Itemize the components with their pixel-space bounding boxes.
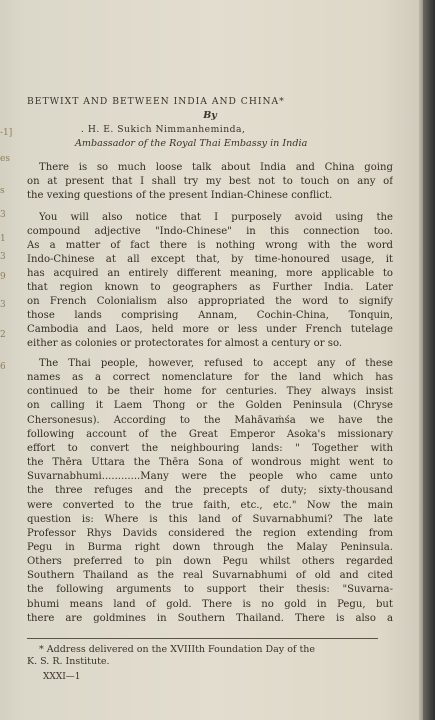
body-line: continued to be their home for centuries. They always insist	[27, 386, 393, 398]
body-line: the Thēra Uttara the Thēra Sona of wondrous might went to	[27, 457, 393, 469]
body-line: that region known to geographers as Further India. Later	[27, 282, 393, 293]
margin-mark: s	[0, 186, 5, 196]
footnote-line: K. S. R. Institute.	[27, 656, 110, 667]
article-title: BETWIXT AND BETWEEN INDIA AND CHINA*	[27, 96, 285, 107]
body-line: those lands comprising Annam, Cochin-China, Tonquin,	[27, 310, 393, 321]
margin-mark: -1]	[0, 128, 13, 138]
signature-mark: XXXI—1	[43, 672, 81, 682]
body-line: has acquired an entirely different meaning, more applicable to	[27, 268, 393, 279]
body-line: on calling it Laem Thong or the Golden Peninsula (Chryse	[27, 400, 393, 412]
body-line: Professor Rhys Davids considered the region extending from	[27, 527, 393, 539]
margin-mark: 2	[0, 330, 6, 340]
margin-mark: 1	[0, 234, 6, 244]
body-line: There is so much loose talk about India and China going	[39, 162, 393, 173]
body-line: on French Colonialism also appropriated the word to signify	[27, 296, 393, 307]
body-line: there are goldmines in Southern Thailand. There is also a	[27, 612, 393, 624]
body-line: The Thai people, however, refused to accept any of these	[39, 358, 393, 369]
body-line: Cambodia and Laos, held more or less under French tutelage	[27, 324, 393, 335]
body-line: either as colonies or protectorates for almost a century or so.	[27, 338, 343, 349]
body-line: effort to convert the neighbouring lands: " Together with	[27, 442, 393, 454]
footnote-rule	[27, 638, 378, 639]
body-line: Chersonesus). According to the Mahāvaṁśa we have the	[27, 414, 393, 426]
body-line: bhumi means land of gold. There is no gold in Pegu, but	[27, 598, 393, 610]
body-line: compound adjective "Indo-Chinese" in this connection too.	[27, 226, 393, 237]
body-line: Suvarnabhumi............Many were the people who came unto	[27, 471, 393, 483]
body-line: question is: Where is this land of Suvarnabhumi? The late	[27, 513, 393, 525]
body-line: names as a correct nomenclature for the land which has	[27, 372, 393, 384]
body-line: the vexing questions of the present Indian-Chinese conflict.	[27, 190, 333, 201]
footnote-line: * Address delivered on the XVIIIth Foundation Day of the	[39, 644, 316, 655]
author-title: Ambassador of the Royal Thai Embassy in India	[75, 138, 308, 149]
margin-mark: 3	[0, 210, 6, 220]
body-line: the following arguments to support their thesis: "Suvarna-	[27, 584, 393, 596]
body-line: You will also notice that I purposely avoid using the	[39, 212, 393, 223]
byline-by: By	[203, 110, 217, 121]
previous-page-margin-marks	[0, 0, 16, 720]
margin-mark: 3	[0, 300, 6, 310]
margin-mark: 9	[0, 272, 6, 282]
body-line: Southern Thailand as the real Suvarnabhumi of old and cited	[27, 570, 393, 582]
margin-mark: es	[0, 154, 10, 164]
body-line: were converted to the true faith, etc., etc." Now the main	[27, 499, 393, 511]
body-line: on at present that I shall try my best not to touch on any of	[27, 176, 393, 187]
margin-mark: 3	[0, 252, 6, 262]
body-line: Others preferred to pin down Pegu whilst others regarded	[27, 556, 393, 568]
author-name: . H. E. Sukich Nimmanheminda,	[81, 124, 246, 135]
body-line: following account of the Great Emperor Asoka's missionary	[27, 428, 393, 440]
body-line: As a matter of fact there is nothing wrong with the word	[27, 240, 393, 251]
body-line: Pegu in Burma right down through the Malay Peninsula.	[27, 541, 393, 553]
body-line: Indo-Chinese at all except that, by time-honoured usage, it	[27, 254, 393, 265]
margin-mark: 6	[0, 362, 6, 372]
book-gutter-shadow	[423, 0, 435, 720]
body-line: the three refuges and the precepts of duty; sixty-thousand	[27, 485, 393, 497]
